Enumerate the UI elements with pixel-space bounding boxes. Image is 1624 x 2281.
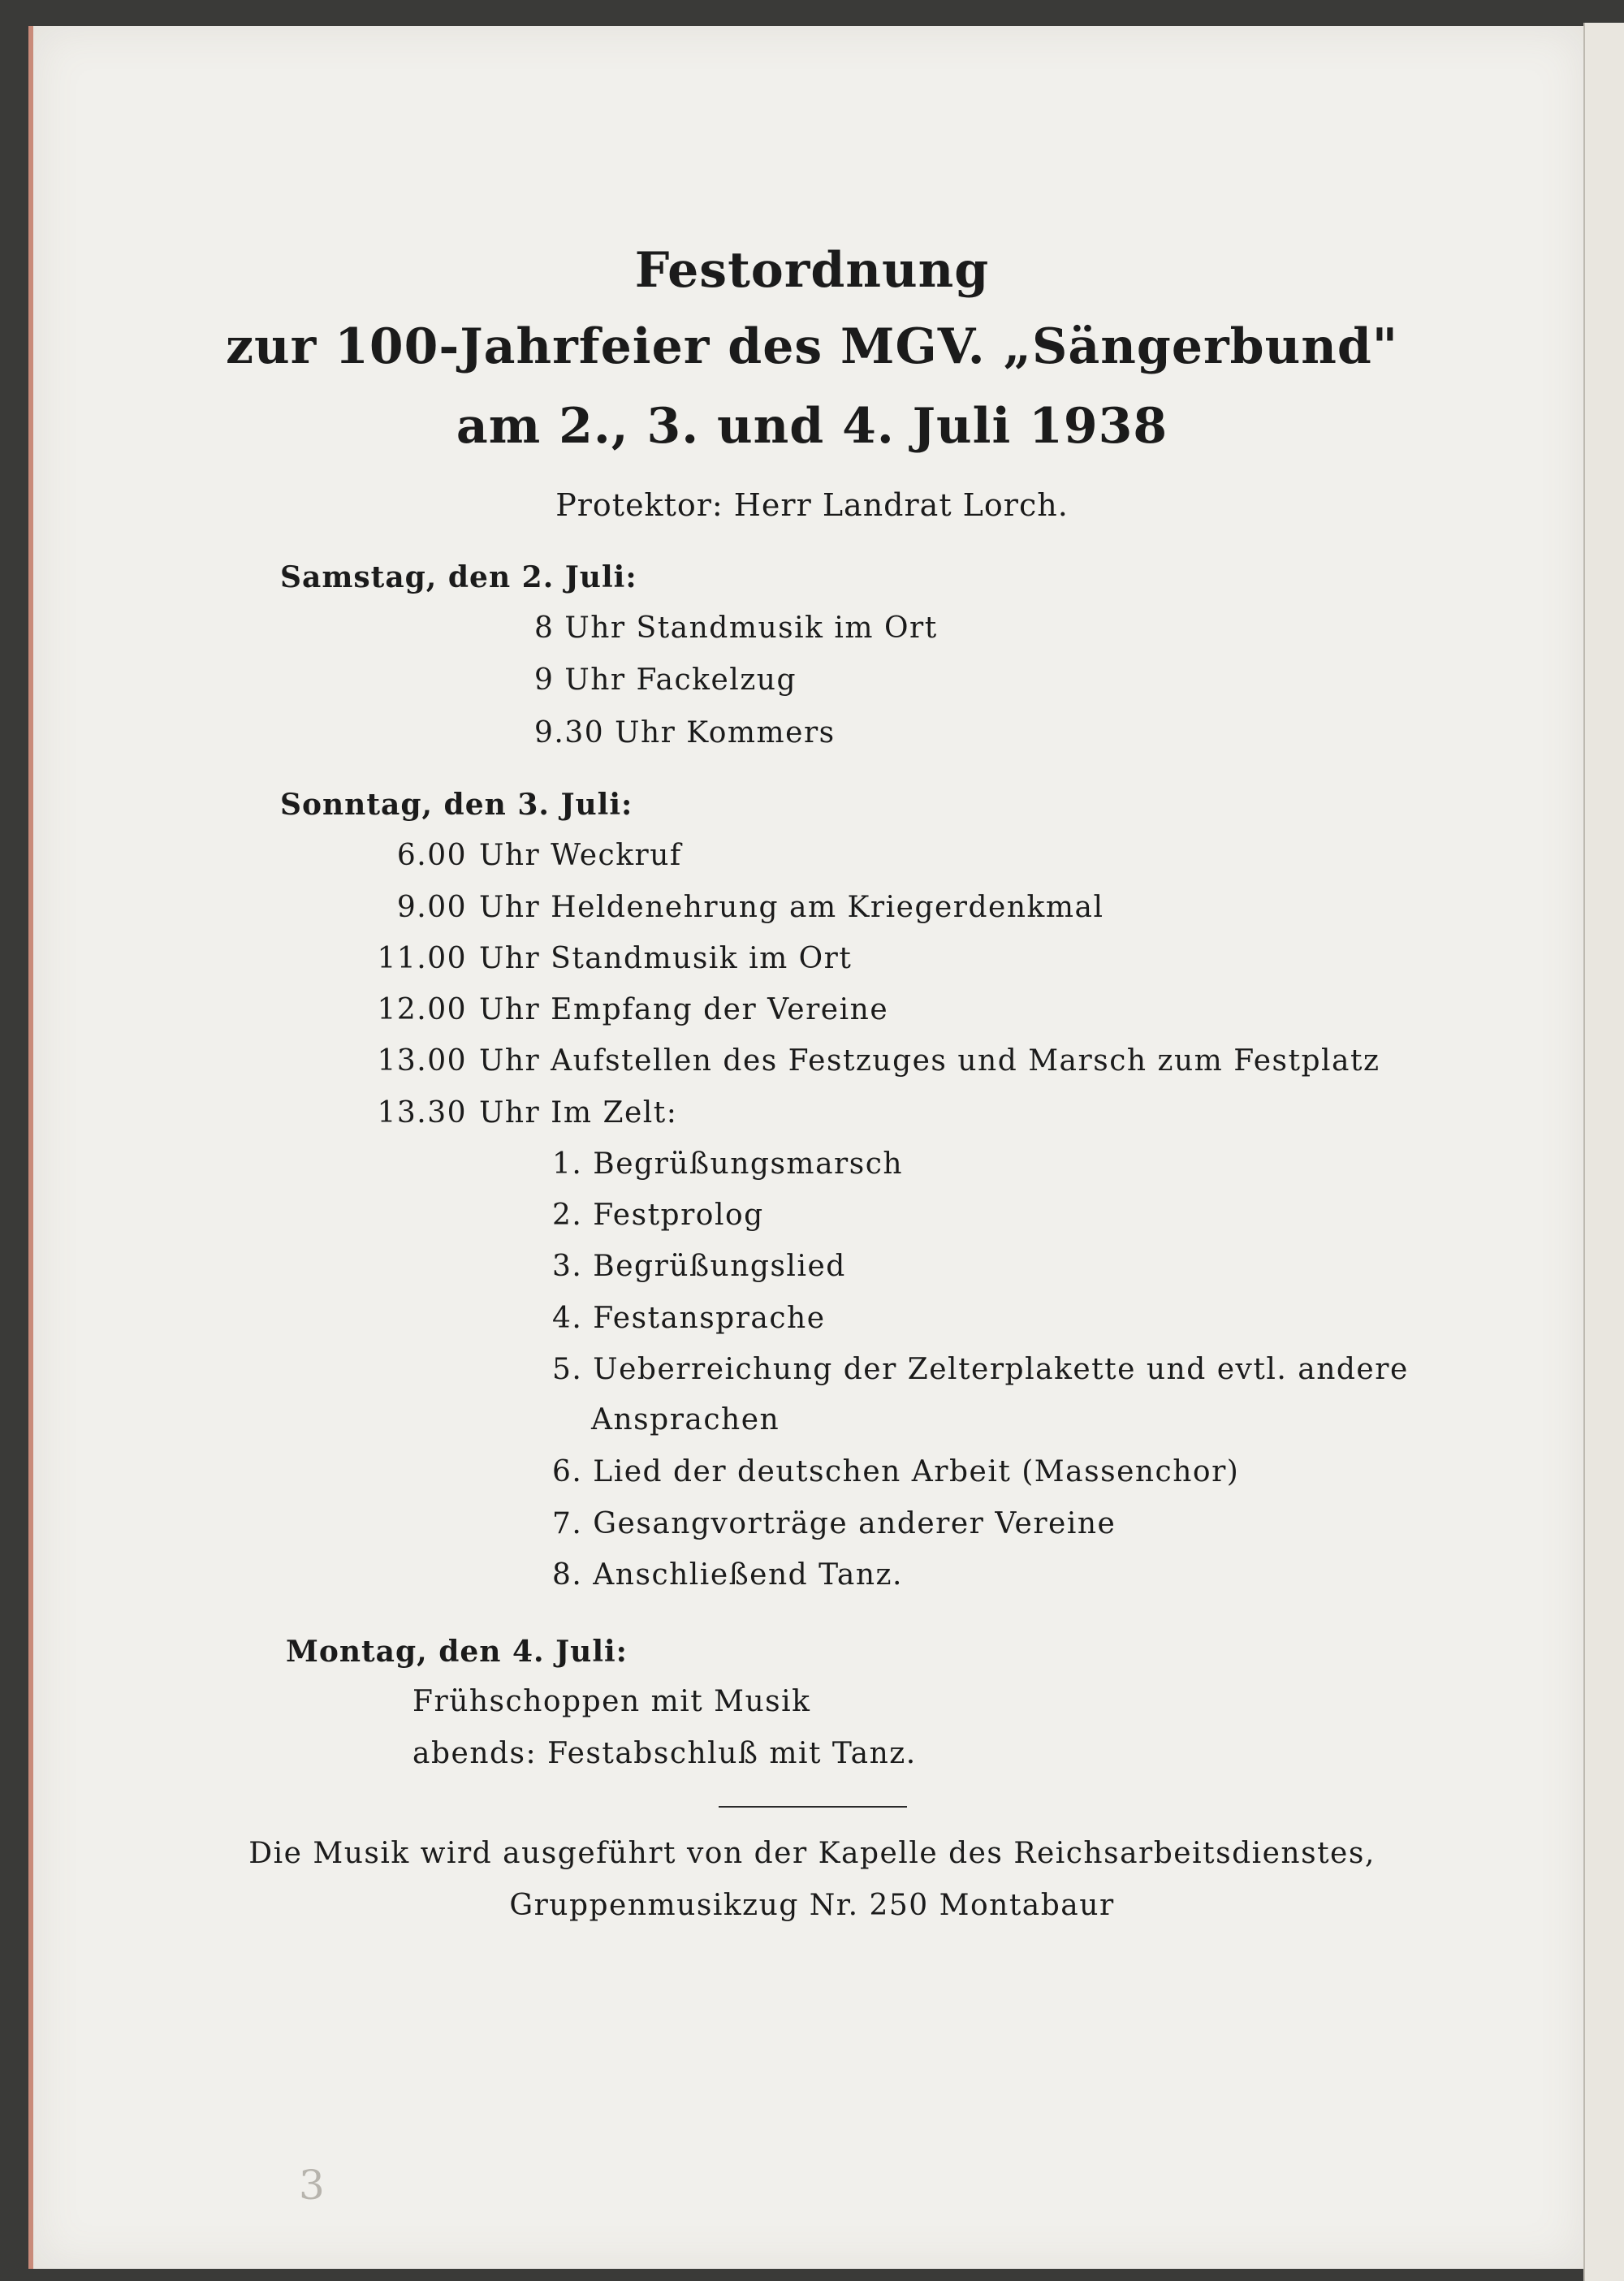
sunday-item: Uhr Empfang der Vereine [479,993,889,1026]
page-number: 3 [299,2162,325,2209]
program-item: 6. Lied der deutschen Arbeit (Massenchor) [552,1455,1240,1488]
program-item: 4. Festansprache [552,1302,826,1335]
program-item: 2. Festprolog [552,1199,764,1232]
program-item: 7. Gesangvorträge anderer Vereine [552,1507,1116,1540]
sunday-item: Uhr Weckruf [479,839,682,872]
monday-item: Frühschoppen mit Musik [412,1685,811,1718]
program-item: 3. Begrüßungslied [552,1250,846,1283]
program-item-continuation: Ansprachen [591,1403,780,1436]
program-item: 8. Anschließend Tanz. [552,1558,903,1592]
program-item: 1. Begrüßungsmarsch [552,1147,904,1181]
sunday-item: Uhr Aufstellen des Festzuges und Marsch zum Festplatz [479,1044,1380,1078]
separator-rule [719,1806,907,1808]
sunday-time: 12.00 [377,993,467,1026]
footer-line: Die Musik wird ausgeführt von der Kapelle des Reichsarbeitsdienstes, [248,1837,1376,1870]
saturday-item: 9.30 Uhr Kommers [534,716,836,750]
sunday-item: Uhr Heldenehrung am Kriegerdenkmal [479,891,1104,924]
sunday-heading: Sonntag, den 3. Juli: [280,788,633,822]
monday-heading: Montag, den 4. Juli: [286,1635,628,1669]
program-item: 5. Ueberreichung der Zelterplakette und evtl. andere [552,1353,1409,1386]
title-subline: zur 100-Jahrfeier des MGV. „Sängerbund" [225,318,1399,375]
monday-item: abends: Festabschluß mit Tanz. [412,1737,917,1770]
sunday-time: 13.00 [377,1044,467,1078]
sunday-item: Uhr Standmusik im Ort [479,942,853,975]
sunday-time: 13.30 [377,1096,467,1130]
saturday-item: 8 Uhr Standmusik im Ort [534,611,938,645]
footer-line: Gruppenmusikzug Nr. 250 Montabaur [509,1889,1115,1922]
sunday-time: 11.00 [377,942,467,975]
protector-line: Protektor: Herr Landrat Lorch. [555,487,1069,523]
page-title: Festordnung [634,242,990,299]
saturday-heading: Samstag, den 2. Juli: [280,560,637,594]
sunday-time: 6.00 [396,839,467,872]
saturday-item: 9 Uhr Fackelzug [534,663,797,697]
sunday-time: 9.00 [396,891,467,924]
title-dates: am 2., 3. und 4. Juli 1938 [456,398,1168,455]
sunday-item: Uhr Im Zelt: [479,1096,678,1130]
